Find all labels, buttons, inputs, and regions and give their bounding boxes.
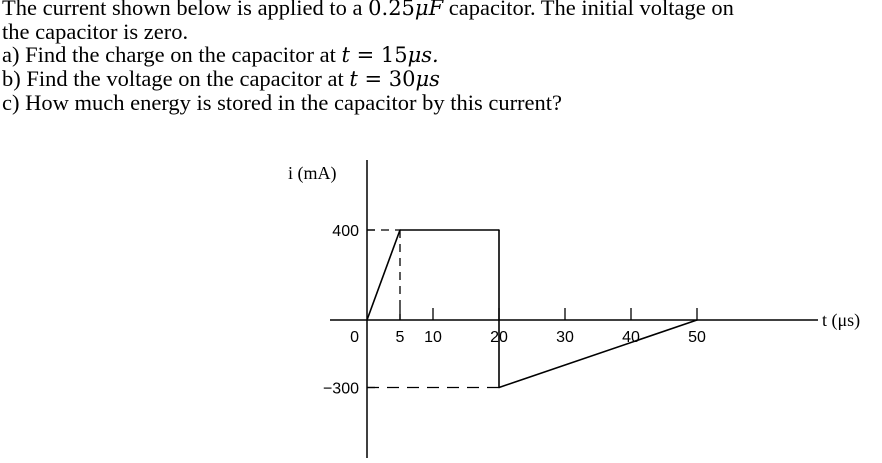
waveform-point: [696, 319, 698, 321]
intro-line-2: the capacitor is zero.: [2, 19, 189, 44]
part-b-unit: μs: [415, 67, 440, 91]
y-axis-label: i (mA): [288, 163, 337, 183]
part-c: c) How much energy is stored in the capacitor by this current?: [2, 90, 563, 115]
part-a-var: t: [341, 43, 350, 67]
x-tick-label: 30: [556, 329, 574, 346]
part-b-eq: = 30: [357, 67, 416, 91]
x-tick-label: 50: [688, 329, 706, 346]
waveform-point: [399, 229, 401, 231]
waveform-point: [366, 319, 368, 321]
x-tick-label: 40: [622, 329, 640, 346]
x-tick-label: 5: [395, 329, 405, 346]
series-marks: [366, 229, 698, 388]
y-tick-label: −300: [322, 380, 359, 398]
part-a-unit: μs.: [407, 43, 439, 67]
part-a-text: a) Find the charge on the capacitor at: [2, 42, 342, 67]
waveform-segment: [499, 320, 697, 388]
x-tick-label: 20: [490, 329, 508, 346]
intro-text-a: The current shown below is applied to a: [2, 0, 369, 20]
capacitance-unit: μF: [414, 0, 444, 20]
part-a-eq: = 15: [349, 43, 408, 67]
waveform-segment: [367, 230, 400, 320]
waveform-point: [498, 387, 500, 389]
part-b-text: b) Find the voltage on the capacitor at: [2, 66, 350, 91]
y-tick-label: 0: [350, 329, 359, 346]
capacitance-number: 0.25: [368, 0, 415, 20]
part-b-var: t: [349, 67, 358, 91]
x-tick-label: 10: [424, 329, 442, 346]
axis-ticks: [323, 223, 706, 398]
waveform-point: [498, 229, 500, 231]
intro-text-b: capacitor. The initial voltage on: [443, 0, 734, 20]
x-axis-label: t (μs): [822, 310, 861, 330]
y-tick-label: 400: [332, 223, 359, 240]
